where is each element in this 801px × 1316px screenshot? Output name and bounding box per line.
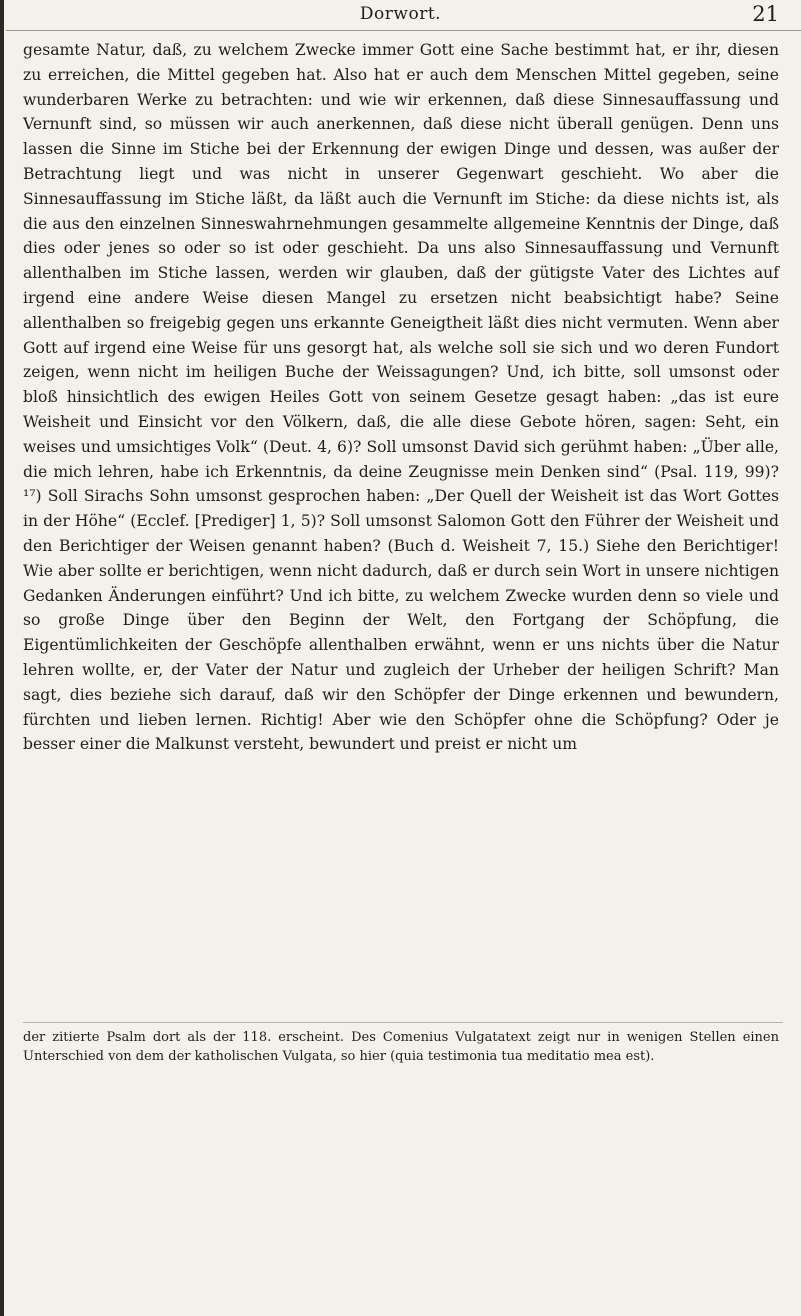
binding-edge bbox=[0, 0, 4, 1316]
footnote-rule bbox=[23, 1022, 783, 1023]
page-header bbox=[0, 0, 801, 40]
header-rule bbox=[6, 30, 801, 31]
page-number: 21 bbox=[752, 2, 779, 26]
footnote-text: der zitierte Psalm dort als der 118. erscheint. Des Comenius Vulgatatext zeigt nur in wenigen Stellen einen Unterschied von dem der katholischen Vulgata, so hier (quia testimonia tua meditatio mea est). bbox=[23, 1030, 779, 1064]
running-head: Dorwort. bbox=[359, 4, 442, 24]
main-text bbox=[23, 38, 779, 757]
body-paragraph: gesamte Natur, daß, zu welchem Zwecke immer Gott eine Sache bestimmt hat, er ihr, diesen zu erreichen, die Mittel gegeben hat. Also hat er auch dem Menschen Mittel gegeben, seine wunderbaren Werke zu betrachten: und wie wir erkennen, daß diese Sinnesauffassung und Vernunft sind, so müssen wir auch anerkennen, daß diese nicht überall genügen. Denn uns lassen die Sinne im Stiche bei der Erkennung der ewigen Dinge und dessen, was außer der Betrachtung liegt und was nicht in unserer Gegenwart geschieht. Wo aber die Sinnesauffassung im Stiche läßt, da läßt auch die Vernunft im Stiche: da diese nichts ist, als die aus den einzelnen Sinneswahrnehmungen gesammelte allgemeine Kenntnis der Dinge, daß dies oder jenes so oder so ist oder geschieht. Da uns also Sinnesauffassung und Vernunft allenthalben im Stiche lassen, werden wir glauben, daß der gütigste Vater des Lichtes auf irgend eine andere Weise diesen Mangel zu ersetzen nicht beabsichtigt habe? Seine allenthalben so freigebig gegen uns erkannte Geneigtheit läßt dies nicht vermuten. Wenn aber Gott auf irgend eine Weise für uns gesorgt hat, als welche soll sie sich und wo deren Fundort zeigen, wenn nicht im heiligen Buche der Weissagungen? Und, ich bitte, soll umsonst oder bloß hinsichtlich des ewigen Heiles Gott von seinem Gesetze gesagt haben: „das ist eure Weisheit und Einsicht vor den Völkern, daß, die alle diese Gebote hören, sagen: Seht, ein weises und umsichtiges Volk“ (Deut. 4, 6)? Soll umsonst David sich gerühmt haben: „Über alle, die mich lehren, habe ich Erkenntnis, da deine Zeugnisse mein Denken sind“ (Psal. 119, 99)?¹⁷) Soll Sirachs Sohn umsonst gesprochen haben: „Der Quell der Weisheit ist das Wort Gottes in der Höhe“ (Ecclef. [Prediger] 1, 5)? Soll umsonst Salomon Gott den Führer der Weisheit und den Berichtiger der Weisen genannt haben? (Buch d. Weisheit 7, 15.) Siehe den Berichtiger! Wie aber sollte er berichtigen, wenn nicht dadurch, daß er durch sein Wort in unsere nichtigen Gedanken Änderungen einführt? Und ich bitte, zu welchem Zwecke wurden denn so viele und so große Dinge über den Beginn der Welt, den Fortgang der Schöpfung, die Eigentümlichkeiten der Geschöpfe allenthalben erwähnt, wenn er uns nichts über die Natur lehren wollte, er, der Vater der Natur und zugleich der Urheber der heiligen Schrift? Man sagt, dies beziehe sich darauf, daß wir den Schöpfer der Dinge erkennen und bewundern, fürchten und lieben lernen. Richtig! Aber wie den Schöpfer ohne die Schöpfung? Oder je besser einer die Malkunst versteht, bewundert und preist er nicht um bbox=[23, 41, 779, 754]
footnote bbox=[23, 1028, 779, 1066]
